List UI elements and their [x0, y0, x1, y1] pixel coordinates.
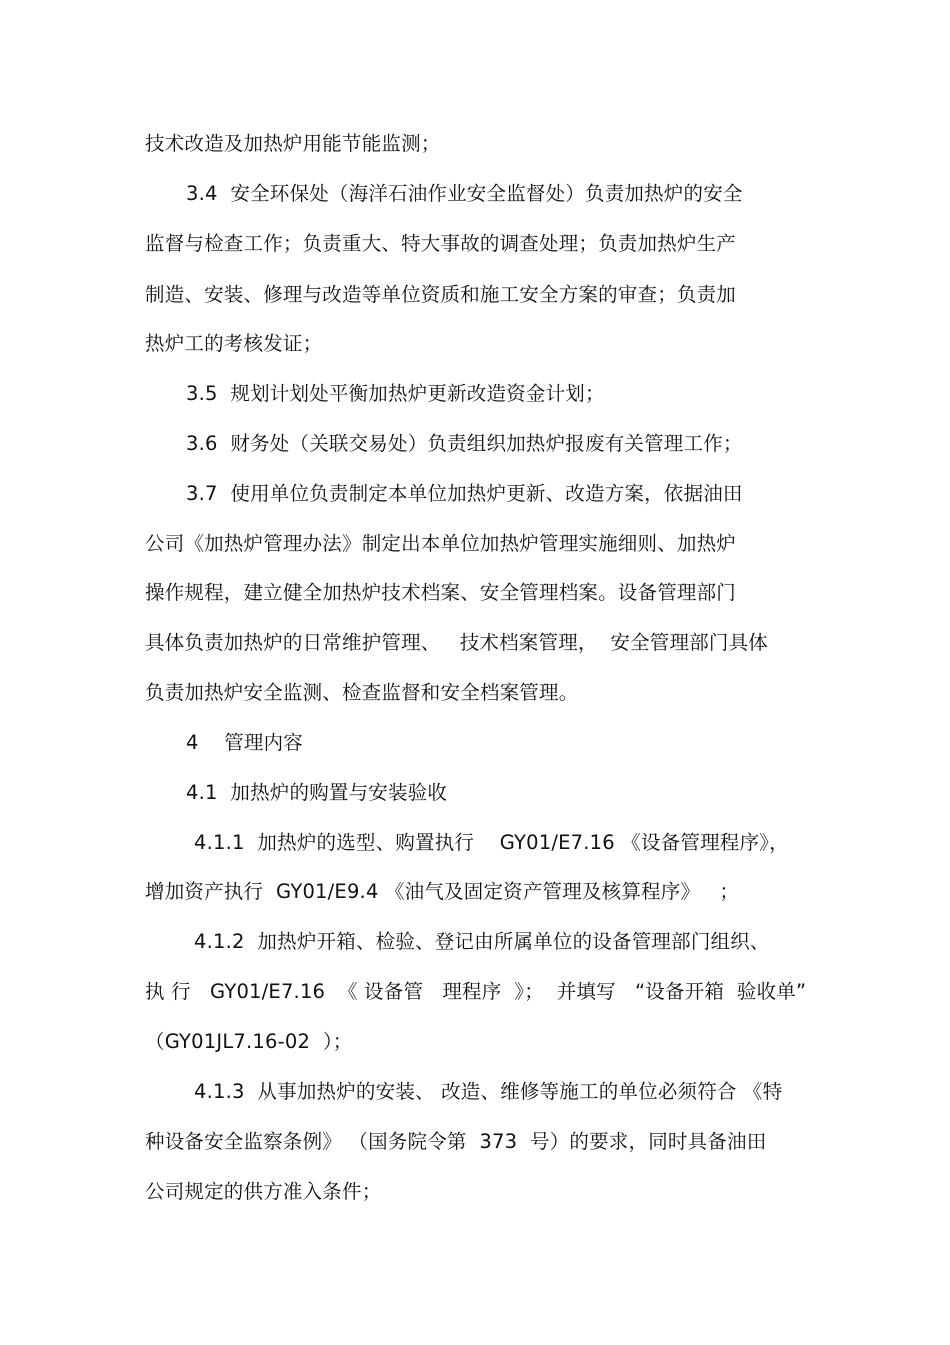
text-line: 3.4 安全环保处（海洋石油作业安全监督处）负责加热炉的安全	[186, 182, 743, 205]
text-line: 监督与检查工作；负责重大、特大事故的调查处理；负责加热炉生产	[145, 232, 737, 255]
text-line: 公司规定的供方准入条件；	[145, 1180, 382, 1203]
text-line: 负责加热炉安全监测、检查监督和安全档案管理。	[145, 681, 579, 704]
text-line: 增加资产执行 GY01/E9.4 《油气及固定资产管理及核算程序》 ；	[145, 880, 740, 903]
text-line: 3.6 财务处（关联交易处）负责组织加热炉报废有关管理工作；	[186, 432, 743, 455]
text-line: 执 行 GY01/E7.16 《 设备管 理程序 》； 并填写 “设备开箱 验收单”	[145, 980, 807, 1003]
text-line: 3.5 规划计划处平衡加热炉更新改造资金计划；	[186, 382, 605, 405]
text-line: 操作规程，建立健全加热炉技术档案、安全管理档案。设备管理部门	[145, 581, 737, 604]
section-heading: 4 管理内容	[186, 731, 304, 754]
text-line: 制造、安装、修理与改造等单位资质和施工安全方案的审查；负责加	[145, 283, 737, 306]
text-line: 公司《加热炉管理办法》制定出本单位加热炉管理实施细则、加热炉	[145, 532, 737, 555]
text-line: 具体负责加热炉的日常维护管理、 技术档案管理， 安全管理部门具体	[145, 631, 768, 654]
text-line: 4.1.1 加热炉的选型、购置执行 GY01/E7.16 《设备管理程序》，	[194, 831, 789, 854]
subsection-heading: 4.1 加热炉的购置与安装验收	[186, 781, 448, 804]
text-line: 种设备安全监察条例》 （国务院令第 373 号）的要求，同时具备油田	[145, 1130, 767, 1153]
text-line: （GY01JL7.16-02 ）；	[145, 1030, 353, 1053]
text-line: 技术改造及加热炉用能节能监测；	[145, 132, 441, 155]
text-line: 4.1.2 加热炉开箱、检验、登记由所属单位的设备管理部门组织、	[194, 930, 770, 953]
text-line: 热炉工的考核发证；	[145, 332, 323, 355]
text-line: 3.7 使用单位负责制定本单位加热炉更新、改造方案，依据油田	[186, 482, 743, 505]
text-line: 4.1.3 从事加热炉的安装、 改造、维修等施工的单位必须符合 《特	[194, 1080, 783, 1103]
